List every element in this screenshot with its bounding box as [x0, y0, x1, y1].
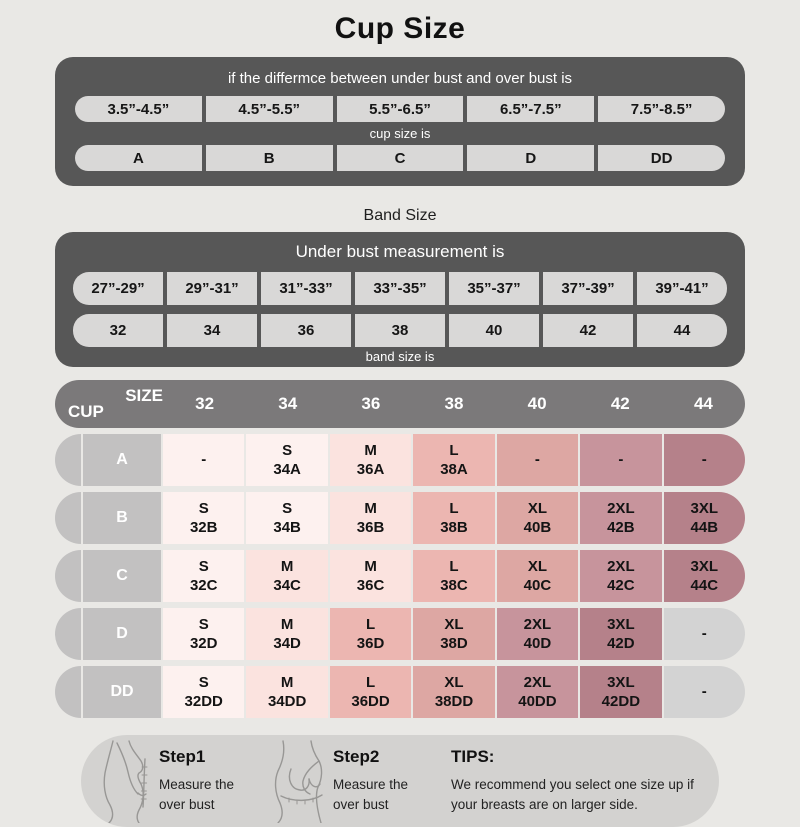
cup-letters-row [75, 145, 725, 171]
matrix-column-header: 36 [361, 394, 381, 413]
bust-range-cell: 39”-41” [637, 272, 727, 305]
matrix-cell-size: M [280, 557, 294, 575]
matrix-cell [664, 608, 745, 660]
matrix-cell-code: 38A [440, 461, 468, 478]
bust-range-cell: 27”-29” [73, 272, 163, 305]
matrix-row-cap [55, 492, 81, 544]
matrix-cell-size: 3XL [690, 557, 719, 575]
matrix-cell-size: - [534, 451, 540, 469]
cup-letter-cell: B [206, 145, 333, 171]
bust-range-cell: 37”-39” [543, 272, 633, 305]
matrix-cell-size: 2XL [607, 499, 635, 517]
matrix-cell-size: 2XL [607, 557, 635, 575]
matrix-cell-code: 38B [440, 519, 468, 536]
matrix-cell-code: 32C [189, 577, 218, 594]
matrix-body [55, 434, 745, 718]
band-number-cell: 44 [637, 314, 727, 347]
matrix-cell-size: S [282, 499, 293, 517]
matrix-cell [664, 666, 745, 718]
tips-block [451, 747, 703, 814]
matrix-cell [580, 434, 661, 486]
matrix-cell [330, 666, 411, 718]
matrix-cell-code: 42B [607, 519, 635, 536]
matrix-cell [163, 434, 244, 486]
matrix-column-header: 42 [610, 394, 630, 413]
matrix-cell [163, 492, 244, 544]
matrix-cell [497, 434, 578, 486]
matrix-row-cup-label: B [83, 492, 161, 544]
matrix-cell [246, 550, 327, 602]
matrix-cell [413, 608, 494, 660]
matrix-row-cup-label: DD [83, 666, 161, 718]
matrix-cell-size: M [364, 499, 377, 517]
step2-block [333, 747, 433, 814]
matrix-cell-code: 34B [273, 519, 301, 536]
matrix-cell-code: 44B [690, 519, 719, 536]
matrix-corner-size-label: SIZE [125, 386, 163, 405]
band-number-cell: 42 [543, 314, 633, 347]
matrix-cell-code: 34C [273, 577, 301, 594]
matrix-cell-size: S [282, 441, 293, 459]
matrix-cell [246, 492, 327, 544]
step2-text: Measure the over bust [333, 777, 409, 812]
band-box-header: Under bust measurement is [295, 242, 505, 261]
matrix-cell [664, 550, 745, 602]
matrix-row [55, 608, 745, 660]
matrix-cell-size: S [198, 673, 209, 691]
matrix-cell [413, 550, 494, 602]
measuring-guide-panel [81, 735, 719, 827]
matrix-row [55, 550, 745, 602]
matrix-cell-size: 2XL [523, 673, 552, 691]
matrix-cell-code: 42D [607, 635, 635, 652]
matrix-row [55, 492, 745, 544]
matrix-cell-size: - [701, 625, 707, 643]
matrix-row [55, 434, 745, 486]
band-number-cell: 34 [167, 314, 257, 347]
band-number-cell: 32 [73, 314, 163, 347]
step1-figure-icon [93, 739, 155, 823]
cup-diff-range-cell: 3.5”-4.5” [75, 96, 202, 122]
matrix-cell [163, 608, 244, 660]
matrix-cell-size: XL [527, 557, 547, 575]
bust-range-cell: 31”-33” [261, 272, 351, 305]
matrix-cell-code: 34D [273, 635, 301, 652]
bust-range-row [73, 272, 727, 305]
step1-text: Measure the over bust [159, 777, 235, 812]
cup-diff-row [75, 96, 725, 122]
matrix-row-cap [55, 434, 81, 486]
matrix-cell-size: XL [527, 499, 547, 517]
matrix-cell [163, 666, 244, 718]
matrix-cell [580, 608, 661, 660]
tips-text: We recommend you select one size up if your breasts are on larger side. [451, 777, 694, 812]
matrix-column-header: 34 [278, 394, 298, 413]
matrix-cell [413, 666, 494, 718]
matrix-cell [497, 550, 578, 602]
matrix-cell-size: XL [444, 673, 464, 691]
matrix-cell-size: L [365, 673, 376, 691]
page-title: Cup Size [334, 12, 466, 45]
matrix-cell-size: 3XL [690, 499, 719, 517]
matrix-row-cap [55, 550, 81, 602]
step2-figure-icon [267, 739, 329, 823]
matrix-row-cap [55, 666, 81, 718]
matrix-cell-code: 36DD [351, 693, 390, 710]
matrix-cell [330, 434, 411, 486]
step1-title: Step1 [159, 747, 206, 767]
matrix-cell-size: M [280, 615, 294, 633]
band-number-cell: 36 [261, 314, 351, 347]
matrix-cell [664, 434, 745, 486]
matrix-cell [246, 434, 327, 486]
matrix-cell-code: 40C [523, 577, 552, 594]
matrix-cell-size: XL [444, 615, 464, 633]
matrix-column-header: 38 [444, 394, 464, 413]
matrix-cell-size: S [198, 557, 209, 575]
matrix-cell-code: 32B [189, 519, 218, 536]
matrix-cell-code: 40DD [518, 693, 557, 710]
matrix-cell-code: 40D [523, 635, 552, 652]
tips-title: TIPS: [451, 747, 495, 767]
matrix-header-row [55, 380, 745, 428]
matrix-cell [246, 608, 327, 660]
matrix-cell-code: 38D [440, 635, 468, 652]
cup-size-is-label: cup size is [369, 126, 431, 141]
matrix-cell-size: L [449, 499, 459, 517]
bust-range-cell: 33”-35” [355, 272, 445, 305]
matrix-cell [246, 666, 327, 718]
matrix-column-header: 32 [195, 394, 215, 413]
matrix-cell [330, 608, 411, 660]
matrix-cell [163, 550, 244, 602]
cup-letter-cell: A [75, 145, 202, 171]
matrix-cell [497, 492, 578, 544]
step1-block [159, 747, 259, 814]
matrix-cell [664, 492, 745, 544]
matrix-cell-code: 36A [356, 461, 385, 478]
band-size-title: Band Size [363, 207, 437, 224]
matrix-cell-size: M [364, 557, 377, 575]
matrix-cell-size: 3XL [607, 615, 635, 633]
cup-diff-range-cell: 6.5”-7.5” [467, 96, 594, 122]
matrix-cell-size: L [365, 615, 376, 633]
matrix-cell-code: 42C [607, 577, 635, 594]
cup-box-header: if the differmce between under bust and over bust is [227, 70, 573, 87]
cup-diff-range-cell: 5.5”-6.5” [337, 96, 464, 122]
matrix-column-header: 40 [527, 394, 547, 413]
matrix-cell-code: 42DD [601, 693, 641, 710]
cup-letter-cell: C [337, 145, 464, 171]
matrix-cell-code: 32DD [184, 693, 223, 710]
matrix-row-cup-label: A [83, 434, 161, 486]
band-number-cell: 40 [449, 314, 539, 347]
matrix-cell-size: 3XL [607, 673, 635, 691]
matrix-cell-size: - [701, 451, 707, 469]
matrix-cell-size: 2XL [523, 615, 552, 633]
cup-size-box [55, 57, 745, 186]
matrix-row-cup-label: D [83, 608, 161, 660]
matrix-cell-code: 36D [356, 635, 385, 652]
matrix-cell-code: 38C [440, 577, 468, 594]
matrix-cell-code: 38DD [434, 693, 474, 710]
matrix-cell [497, 666, 578, 718]
matrix-cell [413, 434, 494, 486]
matrix-cell-code: 36C [356, 577, 385, 594]
matrix-cell [580, 550, 661, 602]
matrix-cell-code: 34A [273, 461, 301, 478]
bust-range-cell: 29”-31” [167, 272, 257, 305]
matrix-row-cup-label: C [83, 550, 161, 602]
matrix-corner-cell [55, 380, 163, 428]
matrix-cell-size: L [449, 557, 459, 575]
size-matrix [55, 380, 745, 718]
matrix-cell [413, 492, 494, 544]
matrix-cell-code: 44C [690, 577, 719, 594]
matrix-cell-code: 34DD [267, 693, 307, 710]
matrix-cell [497, 608, 578, 660]
matrix-cell-size: S [198, 499, 209, 517]
cup-letter-cell: D [467, 145, 594, 171]
matrix-column-header: 44 [693, 394, 713, 413]
matrix-cell-size: M [280, 673, 294, 691]
matrix-cell-code: 40B [523, 519, 552, 536]
matrix-cell-size: L [449, 441, 459, 459]
step2-title: Step2 [333, 747, 380, 767]
matrix-cell-size: M [364, 441, 377, 459]
band-number-cell: 38 [355, 314, 445, 347]
bust-range-cell: 35”-37” [449, 272, 539, 305]
matrix-cell [580, 666, 661, 718]
matrix-cell [330, 492, 411, 544]
matrix-cell-size: - [201, 451, 207, 469]
matrix-cell-code: 32D [189, 635, 218, 652]
band-size-box [55, 232, 745, 367]
band-size-is-label: band size is [365, 349, 435, 364]
matrix-cell-size: - [618, 451, 624, 469]
matrix-row-cap [55, 608, 81, 660]
matrix-cell-size: - [701, 683, 707, 701]
cup-letter-cell: DD [598, 145, 725, 171]
cup-diff-range-cell: 4.5”-5.5” [206, 96, 333, 122]
matrix-cell [580, 492, 661, 544]
matrix-cell-code: 36B [356, 519, 385, 536]
matrix-cell-size: S [198, 615, 209, 633]
matrix-corner-cup-label: CUP [68, 402, 104, 421]
matrix-row [55, 666, 745, 718]
matrix-cell [330, 550, 411, 602]
cup-diff-range-cell: 7.5”-8.5” [598, 96, 725, 122]
band-number-row [73, 314, 727, 347]
